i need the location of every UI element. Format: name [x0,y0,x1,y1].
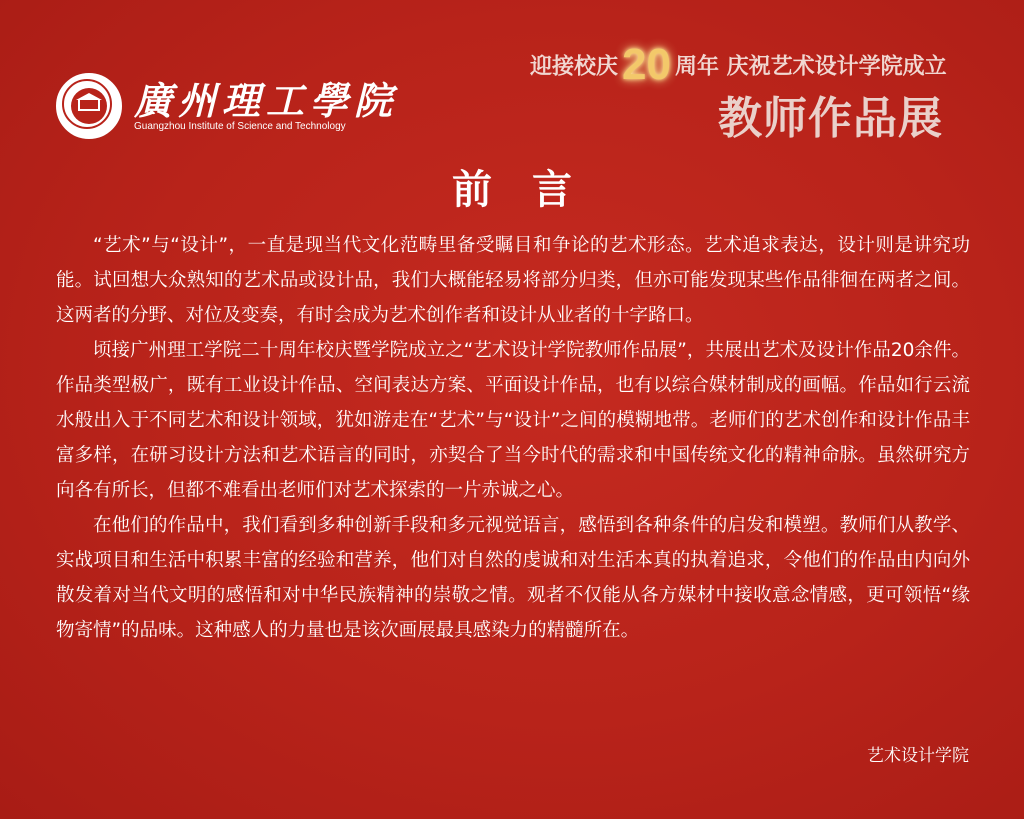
building-icon [78,99,100,111]
paragraph-3: 在他们的作品中，我们看到多种创新手段和多元视觉语言，感悟到各种条件的启发和模塑。教师们从教学、实战项目和生活中积累丰富的经验和营养，他们对自然的虔诚和对生活本真的执着追求，令他们的作品由内向外散发着对当代文明的感悟和对中华民族精神的崇敬之情。观者不仅能从各方媒材中接收意念情感，更可领悟“缘物寄情”的品味。这种感人的力量也是该次画展最具感染力的精髓所在。 [56,515,970,641]
event-prefix: 迎接校庆 [530,54,619,80]
event-subtitle [530,40,947,89]
paragraph-2: 顷接广州理工学院二十周年校庆暨学院成立之“艺术设计学院教师作品展”，共展出艺术及设计作品20余件。作品类型极广，既有工业设计作品、空间表达方案、平面设计作品，也有以综合媒材制成的画幅。作品如行云流水般出入于不同艺术和设计领域，犹如游走在“艺术”与“设计”之间的模糊地带。老师们的艺术创作和设计作品丰富多样，在研习设计方法和艺术语言的同时，亦契合了当今时代的需求和中国传统文化的精神命脉。虽然研究方向各有所长，但都不难看出老师们对艺术探索的一片赤诚之心。 [56,340,970,501]
paragraph-1: “艺术”与“设计”，一直是现当代文化范畴里备受瞩目和争论的艺术形态。艺术追求表达，设计则是讲究功能。试回想大众熟知的艺术品或设计品，我们大概能轻易将部分归类，但亦可能发现某些作品徘徊在两者之间。这两者的分野、对位及变奏，有时会成为艺术创作者和设计从业者的十字路口。 [56,235,970,326]
header [0,0,1024,150]
page-title: 前言 [452,166,612,213]
school-name-cn: 廣州理工學院 [134,78,399,123]
anniversary-number: 20 [622,40,671,89]
signature: 艺术设计学院 [867,746,969,766]
event-suffix: 周年 庆祝艺术设计学院成立 [674,54,947,80]
school-name-en: Guangzhou Institute of Science and Technology [134,121,346,132]
school-seal-logo [56,73,122,139]
event-title: 教师作品展 [718,93,943,144]
preface-body [56,228,970,648]
